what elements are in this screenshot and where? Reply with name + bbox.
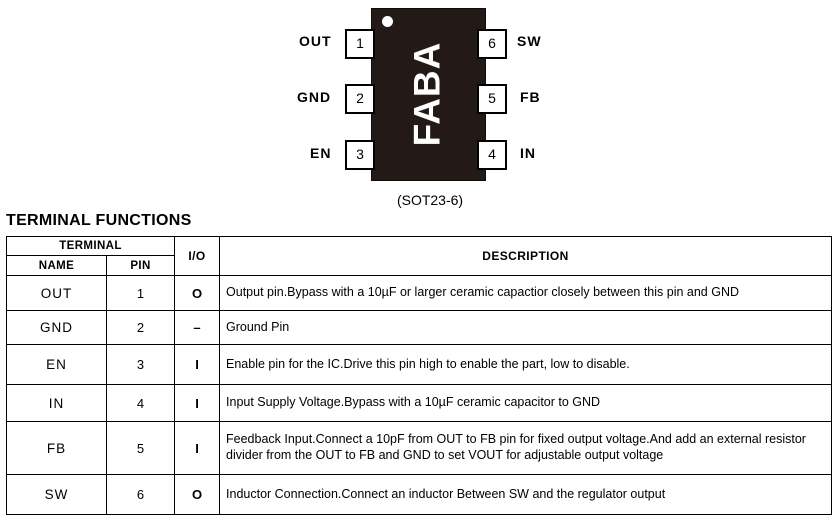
table-row bbox=[7, 276, 832, 311]
table-row bbox=[7, 345, 832, 385]
cell-io: I bbox=[175, 422, 220, 475]
table-row bbox=[7, 422, 832, 475]
cell-description: Output pin.Bypass with a 10µF or larger ceramic capactior closely between this pin and GND bbox=[220, 276, 832, 311]
header-name: NAME bbox=[7, 256, 107, 276]
pin-label-fb: FB bbox=[520, 89, 541, 105]
terminal-functions-table bbox=[6, 236, 832, 515]
cell-name: GND bbox=[7, 311, 107, 345]
cell-io: O bbox=[175, 276, 220, 311]
header-pin: PIN bbox=[107, 256, 175, 276]
pin-label-gnd: GND bbox=[297, 89, 332, 105]
pin-number-1: 1 bbox=[345, 29, 375, 59]
pin-label-en: EN bbox=[310, 145, 332, 161]
header-io: I/O bbox=[175, 237, 220, 276]
header-terminal: TERMINAL bbox=[7, 237, 175, 256]
pin-number-6: 6 bbox=[477, 29, 507, 59]
package-marking-text: FABA bbox=[406, 41, 448, 146]
cell-io: – bbox=[175, 311, 220, 345]
table-header-row-1 bbox=[7, 237, 832, 256]
cell-name: FB bbox=[7, 422, 107, 475]
pin-label-in: IN bbox=[520, 145, 536, 161]
pin-number-5: 5 bbox=[477, 84, 507, 114]
pin-label-sw: SW bbox=[517, 33, 542, 49]
section-heading: TERMINAL FUNCTIONS bbox=[6, 212, 192, 229]
cell-pin: 1 bbox=[107, 276, 175, 311]
package-diagram bbox=[0, 0, 838, 212]
package-marking bbox=[371, 8, 484, 179]
package-caption: (SOT23-6) bbox=[396, 192, 464, 208]
cell-io: I bbox=[175, 385, 220, 422]
cell-description: Enable pin for the IC.Drive this pin high to enable the part, low to disable. bbox=[220, 345, 832, 385]
cell-name: IN bbox=[7, 385, 107, 422]
cell-description: Ground Pin bbox=[220, 311, 832, 345]
cell-io: O bbox=[175, 475, 220, 515]
pin-number-3: 3 bbox=[345, 140, 375, 170]
table-row bbox=[7, 311, 832, 345]
cell-description: Input Supply Voltage.Bypass with a 10µF ceramic capacitor to GND bbox=[220, 385, 832, 422]
cell-name: EN bbox=[7, 345, 107, 385]
cell-pin: 6 bbox=[107, 475, 175, 515]
cell-io: I bbox=[175, 345, 220, 385]
cell-description: Inductor Connection.Connect an inductor Between SW and the regulator output bbox=[220, 475, 832, 515]
table-row bbox=[7, 385, 832, 422]
pin-number-2: 2 bbox=[345, 84, 375, 114]
cell-pin: 2 bbox=[107, 311, 175, 345]
pin-number-4: 4 bbox=[477, 140, 507, 170]
cell-name: OUT bbox=[7, 276, 107, 311]
cell-pin: 3 bbox=[107, 345, 175, 385]
pin-label-out: OUT bbox=[299, 33, 332, 49]
cell-pin: 5 bbox=[107, 422, 175, 475]
header-description: DESCRIPTION bbox=[220, 237, 832, 276]
cell-pin: 4 bbox=[107, 385, 175, 422]
cell-description: Feedback Input.Connect a 10pF from OUT to FB pin for fixed output voltage.And add an external resistor divider from the OUT to FB and GND to set VOUT for adjustable output voltage bbox=[220, 422, 832, 475]
cell-name: SW bbox=[7, 475, 107, 515]
